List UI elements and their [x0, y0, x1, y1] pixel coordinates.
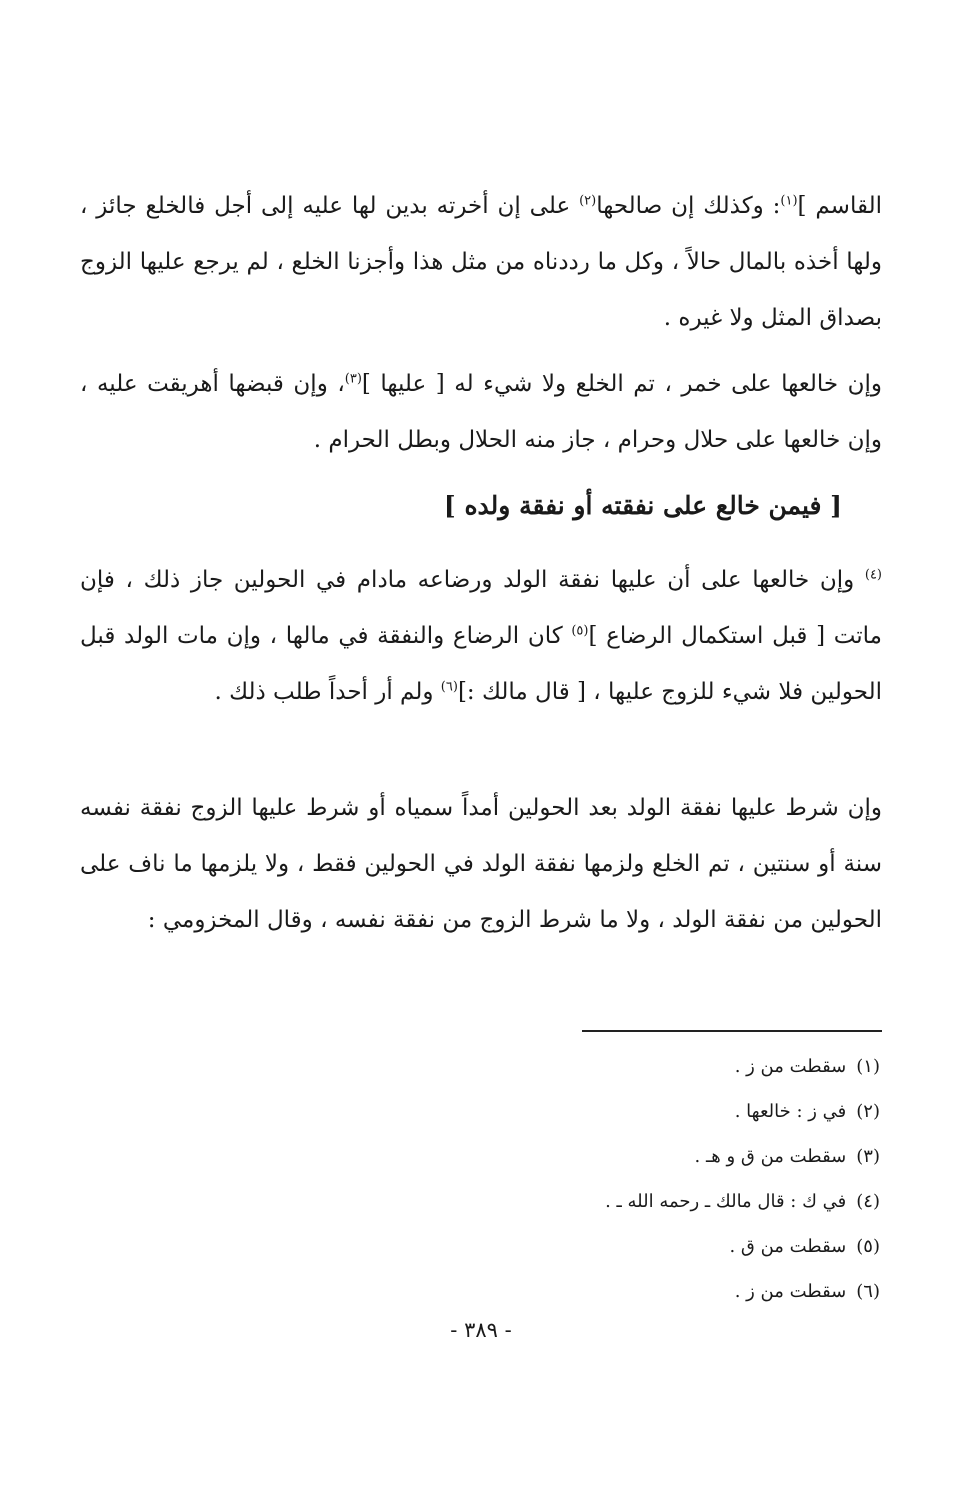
- paragraph-4: [80, 780, 882, 948]
- footnote-item: [380, 1134, 880, 1179]
- paragraph-1-text-a: القاسم ]: [797, 193, 882, 219]
- footnote-ref-1: (١): [780, 193, 798, 209]
- footnote-text: سقطت من ق .: [729, 1236, 847, 1257]
- footnote-number: (١): [856, 1056, 880, 1077]
- footnote-text: سقطت من ز .: [734, 1056, 847, 1077]
- footnote-item: [380, 1044, 880, 1089]
- footnote-ref-3: (٣): [344, 371, 362, 387]
- footnote-number: (٢): [856, 1101, 880, 1122]
- page-number: - ٣٨٩ -: [450, 1318, 512, 1342]
- footnote-item: [380, 1224, 880, 1269]
- footnote-ref-5: (٥): [571, 623, 589, 639]
- footnote-number: (٤): [856, 1191, 880, 1212]
- section-heading: [ فيمن خالع على نفقته أو نفقة ولده ]: [443, 491, 842, 520]
- paragraph-2-text-a: وإن خالعها على خمر ، تم الخلع ولا شيء له [ عليها ]: [361, 371, 882, 397]
- footnote-separator: [582, 1030, 882, 1032]
- paragraph-1: [80, 178, 882, 346]
- footnote-item: [380, 1089, 880, 1134]
- paragraph-3-text-a: وإن خالعها على أن عليها نفقة الولد ورضاعه مادام في الحولين جاز ذلك ، فإن ماتت [ قبل استكمال الرضاع ]: [80, 567, 883, 649]
- footnote-text: سقطت من ق و هـ .: [694, 1146, 847, 1167]
- paragraph-2: [80, 356, 882, 468]
- footnote-ref-2: (٢): [579, 193, 597, 209]
- footnote-item: [380, 1269, 880, 1314]
- footnote-number: (٦): [856, 1281, 880, 1302]
- footnote-text: في ك : قال مالك ـ رحمه الله ـ .: [605, 1191, 847, 1212]
- paragraph-3-text-c: ولم أر أحداً طلب ذلك .: [214, 679, 441, 705]
- paragraph-1-text-c: على إن أخرته بدين لها عليه إلى أجل فالخلع جائز ، ولها أخذه بالمال حالاً ، وكل ما رددناه من مثل هذا وأجزنا الخلع ، لم يرجع عليها الزوج بصداق المثل ولا غيره .: [80, 193, 882, 331]
- paragraph-2-text-b: ، وإن قبضها أهريقت عليه ، وإن خالعها على حلال وحرام ، جاز منه الحلال وبطل الحرام .: [80, 371, 882, 453]
- paragraph-1-text-b: : وكذلك إن صالحها: [596, 193, 781, 219]
- paragraph-3-text-b: كان الرضاع والنفقة في مالها ، وإن مات الولد قبل الحولين فلا شيء للزوج عليها ، [ قال مالك :]: [80, 623, 882, 705]
- footnote-number: (٥): [856, 1236, 880, 1257]
- paragraph-3: [80, 552, 882, 720]
- footnote-text: سقطت من ز .: [734, 1281, 847, 1302]
- paragraph-4-text: وإن شرط عليها نفقة الولد بعد الحولين أمداً سمياه أو شرط عليها الزوج نفقة نفسه سنة أو سنتين ، تم الخلع ولزمها نفقة الولد في الحولين فقط ، ولا يلزمها ما ناف على الحولين من نفقة الولد ، ولا ما شرط الزوج من نفقة نفسه ، وقال المخزومي :: [80, 795, 882, 933]
- footnotes: [380, 1044, 880, 1314]
- footnote-ref-6: (٦): [440, 679, 458, 695]
- footnote-number: (٣): [856, 1146, 880, 1167]
- footnote-item: [380, 1179, 880, 1224]
- footnote-ref-4: (٤): [864, 567, 882, 583]
- footnote-text: في ز : خالعها .: [734, 1101, 847, 1122]
